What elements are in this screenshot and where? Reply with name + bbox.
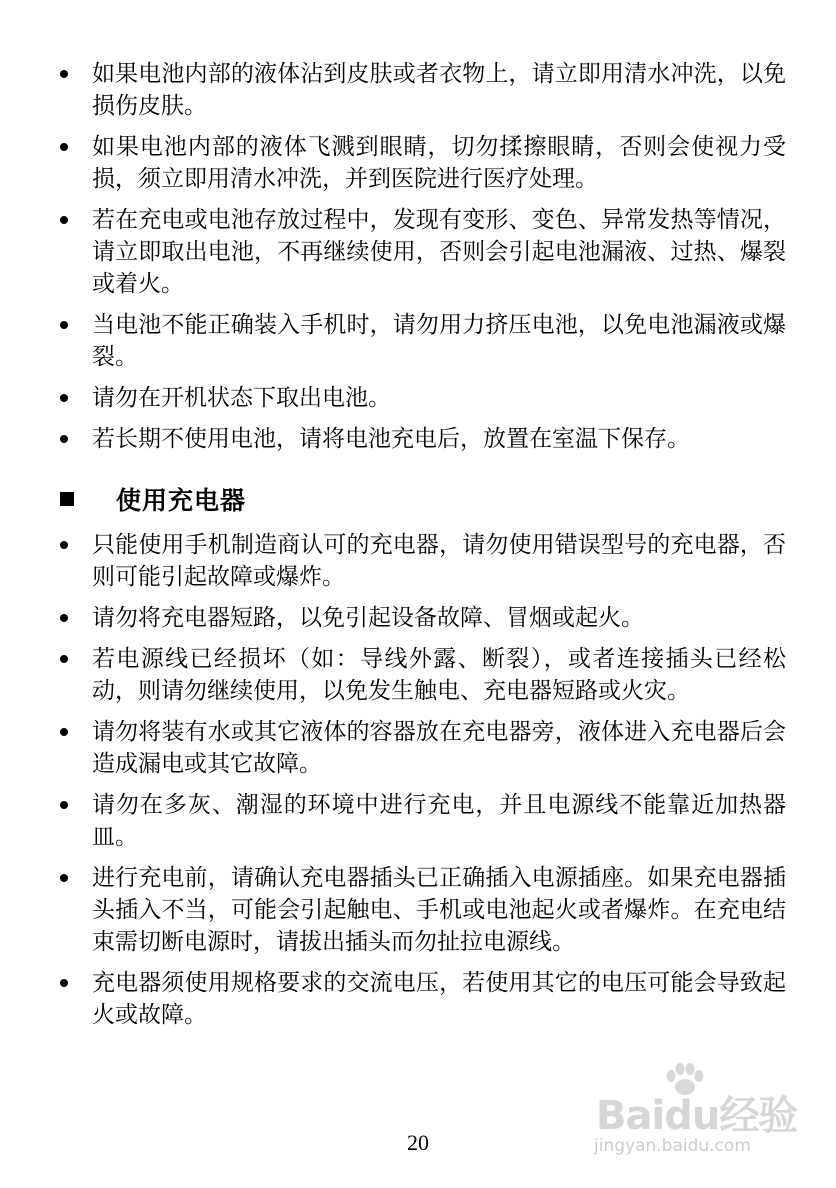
list-item-text: 请勿在开机状态下取出电池。	[92, 385, 391, 411]
bullet-icon	[60, 435, 68, 443]
list-item-text: 如果电池内部的液体沾到皮肤或者衣物上，请立即用清水冲洗，以免损伤皮肤。	[92, 61, 786, 119]
list-item	[58, 529, 786, 593]
list-item	[58, 423, 786, 455]
watermark-brand: Baidu经验	[596, 1093, 798, 1139]
list-item-text: 请勿将装有水或其它液体的容器放在充电器旁，液体进入充电器后会造成漏电或其它故障。	[92, 719, 786, 777]
watermark-url: jingyan.baidu.com	[594, 1136, 751, 1156]
list-item-text: 请勿将充电器短路，以免引起设备故障、冒烟或起火。	[92, 605, 644, 631]
list-item-text: 只能使用手机制造商认可的充电器，请勿使用错误型号的充电器，否则可能引起故障或爆炸。	[92, 532, 786, 590]
square-bullet-icon	[60, 492, 74, 506]
bullet-icon	[60, 70, 68, 78]
list-item-text: 充电器须使用规格要求的交流电压，若使用其它的电压可能会导致起火或故障。	[92, 970, 786, 1028]
charger-safety-list	[58, 529, 786, 1040]
list-item	[58, 643, 786, 707]
list-item-text: 进行充电前，请确认充电器插头已正确插入电源插座。如果充电器插头插入不当，可能会引起触电、手机或电池起火或者爆炸。在充电结束需切断电源时，请拔出插头而勿扯拉电源线。	[92, 865, 786, 955]
list-item	[58, 131, 786, 195]
bullet-icon	[60, 614, 68, 622]
list-item	[58, 382, 786, 414]
bullet-icon	[60, 801, 68, 809]
list-item	[58, 58, 786, 122]
list-item	[58, 789, 786, 853]
battery-safety-list	[58, 58, 786, 464]
bullet-icon	[60, 216, 68, 224]
page-number: 20	[407, 1130, 429, 1155]
list-item	[58, 204, 786, 300]
list-item	[58, 602, 786, 634]
list-item-text: 若长期不使用电池，请将电池充电后，放置在室温下保存。	[92, 426, 690, 452]
bullet-icon	[60, 979, 68, 987]
list-item	[58, 862, 786, 958]
list-item-text: 若在充电或电池存放过程中，发现有变形、变色、异常发热等情况，请立即取出电池，不再继续使用，否则会引起电池漏液、过热、爆裂或着火。	[92, 207, 786, 297]
list-item	[58, 716, 786, 780]
section-heading	[60, 482, 246, 516]
bullet-icon	[60, 874, 68, 882]
bullet-icon	[60, 655, 68, 663]
bullet-icon	[60, 143, 68, 151]
list-item-text: 当电池不能正确装入手机时，请勿用力挤压电池，以免电池漏液或爆裂。	[92, 312, 786, 370]
list-item	[58, 309, 786, 373]
bullet-icon	[60, 394, 68, 402]
list-item	[58, 967, 786, 1031]
list-item-text: 若电源线已经损坏（如：导线外露、断裂），或者连接插头已经松动，则请勿继续使用，以免发生触电、充电器短路或火灾。	[92, 646, 786, 704]
bullet-icon	[60, 321, 68, 329]
section-title: 使用充电器	[116, 486, 247, 515]
list-item-text: 如果电池内部的液体飞溅到眼睛，切勿揉擦眼睛，否则会使视力受损，须立即用清水冲洗，并到医院进行医疗处理。	[92, 134, 786, 192]
bullet-icon	[60, 541, 68, 549]
bullet-icon	[60, 728, 68, 736]
list-item-text: 请勿在多灰、潮湿的环境中进行充电，并且电源线不能靠近加热器皿。	[92, 792, 786, 850]
